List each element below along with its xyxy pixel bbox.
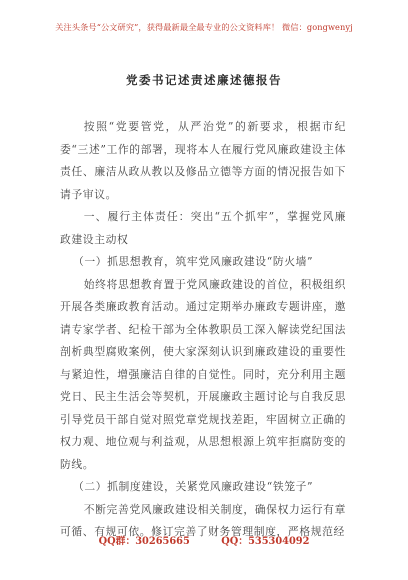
subheading-2: （二）抓制度建设，关紧党风廉政建设“铁笼子” <box>72 480 314 493</box>
subheading-1: （一）抓思想教育，筑牢党风廉政建设“防火墙” <box>72 255 314 268</box>
intro-paragraph: 按照“党要管党，从严治党”的新要求，根据市纪委“三述”工作的部署，现将本人在履行党风廉政建设主体责任、廉洁从政从教以及修品立德等方面的情况报告如下请予审议。 <box>60 120 346 201</box>
body-paragraph-2: 不断完善党风廉政建设相关制度，确保权力运行有章可循、有规可依。修订完善了财务管理制度，严格规范经 <box>60 502 346 538</box>
qq-group-text: QQ群：30265665 <box>98 536 190 547</box>
promo-banner: 关注头条号“公文研究”，获得最新最全最专业的公文资料库！ 微信：gongwenyj <box>55 22 353 32</box>
qq-number-text: QQ：535304092 <box>221 536 310 547</box>
document-body <box>60 116 346 544</box>
contact-footer <box>0 533 408 551</box>
body-paragraph-1: 始终将思想教育置于党风廉政建设的首位，积极组织开展各类廉政教育活动。通过定期举办廉政专题讲座，邀请专家学者、纪检干部为全体教职员工深入解读党纪国法剖析典型腐败案例，使大家深刻认识到廉政建设的重要性与紧迫性，增强廉洁自律的自觉性。同时，充分利用主题党日、民主生活会等契机，开展廉政主题讨论与自我反思引导党员干部自觉对照党章党规找差距，牢固树立正确的权力观、地位观与利益观，从思想根源上筑牢拒腐防变的防线。 <box>60 277 346 471</box>
section-heading-1: 一、履行主体责任：突出“五个抓牢”，掌握党风廉政建设主动权 <box>60 210 346 246</box>
page-title: 党委书记述责述廉述德报告 <box>126 73 282 87</box>
